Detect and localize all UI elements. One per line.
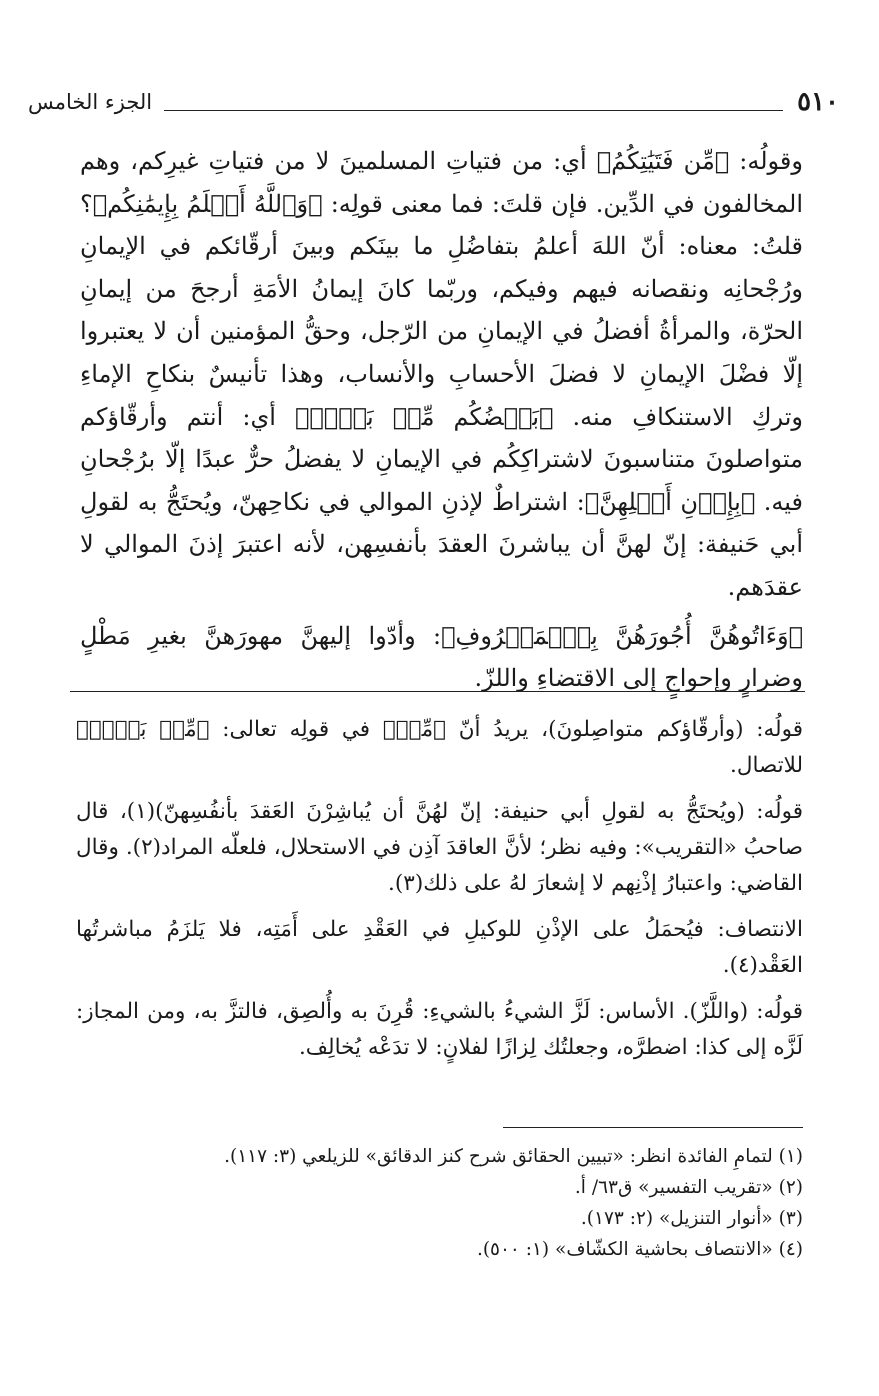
commentary-paragraph-2: قولُه: (ويُحتَجُّ به لقولِ أبي حنيفة: إنّ لهُنَّ أن يُباشِرْنَ العَقدَ بأنفُسِهنّ)(١)، قال صاحبُ «التقريب»: وفيه نظر؛ لأنَّ العاقدَ آذِن في الاستحلال، فلعلّه المراد(٢). وقال القاضي: واعتبارُ إذْنِهم لا إشعارَ لهُ على ذلك(٣). (76, 799, 803, 896)
footnotes (76, 1141, 803, 1265)
commentary-paragraph-4: قولُه: (واللَّزّ). الأساس: لَزَّ الشيءُ بالشيءِ: قُرِنَ به وأُلصِق، فالتزَّ به، ومن المجاز: لَزَّه إلى كذا: اضطرَّه، وجعلتُك لِزازًا لفلانٍ: لا تدَعْه يُخالِف. (76, 999, 803, 1060)
main-text (80, 140, 803, 700)
commentary-paragraph-3: الانتصاف: فيُحمَلُ على الإذْنِ للوكيلِ في العَقْدِ على أَمَتِه، فلا يَلزَمُ مباشرتُها العَقْد(٤). (76, 917, 803, 978)
header-rule (164, 110, 783, 111)
footnote-2: (٢) «تقريب التفسير» ق٦٣/ أ. (574, 1177, 803, 1198)
main-paragraph-1: وقولُه: ﴿مِّن فَتَيَٰتِكُمُ﴾ أي: من فتياتِ المسلمينَ لا من فتياتِ غيرِكم، وهم المخالفون في الدِّين. فإن قلتَ: فما معنى قولِه: ﴿وَٱللَّهُ أَعۡلَمُ بِإِيمَٰنِكُم﴾؟ قلتُ: معناه: أنّ اللهَ أعلمُ بتفاضُلِ ما بينَكم وبينَ أرقّائكم في الإيمانِ ورُجْحانِه ونقصانه فيهم وفيكم، وربّما كانَ إيمانُ الأمَةِ أرجحَ من إيمانِ الحرّة، والمرأةُ أفضلُ في الإيمانِ من الرّجل، وحقُّ المؤمنين أن لا يعتبروا إلّا فضْلَ الإيمانِ لا فضلَ الأحسابِ والأنساب، وهذا تأنيسٌ بنكاحِ الإماءِ وتركِ الاستنكافِ منه. ﴿بَعۡضُكُم مِّنۢ بَعۡضٖ﴾ أي: أنتم وأرقّاؤكم متواصلونَ متناسبونَ لاشتراكِكُم في الإيمانِ لا يفضلُ حرٌّ عبدًا إلّا برُجْحانِ فيه. ﴿بِإِذۡنِ أَهۡلِهِنَّ﴾: اشتراطٌ لإذنِ الموالي في نكاحِهنّ، ويُحتَجُّ به لقولِ أبي حَنيفة: إنّ لهنَّ أن يباشرنَ العقدَ بأنفسِهن، لأنه اعتبرَ إذنَ الموالي لا عقدَهم. (80, 147, 804, 601)
footnote-4: (٤) «الانتصاف بحاشية الكشّاف» (١: ٥٠٠). (476, 1239, 803, 1260)
section-divider (70, 691, 805, 692)
main-paragraph-2: ﴿وَءَاتُوهُنَّ أُجُورَهُنَّ بِٱلۡمَعۡرُوفِ﴾: وأدّوا إليهنَّ مهورَهنَّ بغيرِ مَطْلٍ وضرارٍ وإحواجٍ إلى الاقتضاءِ واللزّ. (80, 621, 803, 693)
footnote-3: (٣) «أنوار التنزيل» (٢: ١٧٣). (580, 1208, 803, 1229)
part-title: الجزء الخامس (28, 90, 153, 114)
page-number: ٥١٠ (797, 87, 839, 117)
commentary-paragraph-1: قولُه: (وأرقّاؤكم متواصِلونَ)، يريدُ أنّ ﴿مِّنۢ﴾ في قولِه تعالى: ﴿مِّنۢ بَعۡضٖ﴾ للاتصال. (76, 717, 803, 778)
commentary-section (76, 712, 803, 1076)
footnote-rule (503, 1127, 803, 1128)
running-header (28, 84, 839, 120)
footnote-1: (١) لتمامِ الفائدة انظر: «تبيين الحقائق شرح كنز الدقائق» للزيلعي (٣: ١١٧). (224, 1146, 803, 1167)
